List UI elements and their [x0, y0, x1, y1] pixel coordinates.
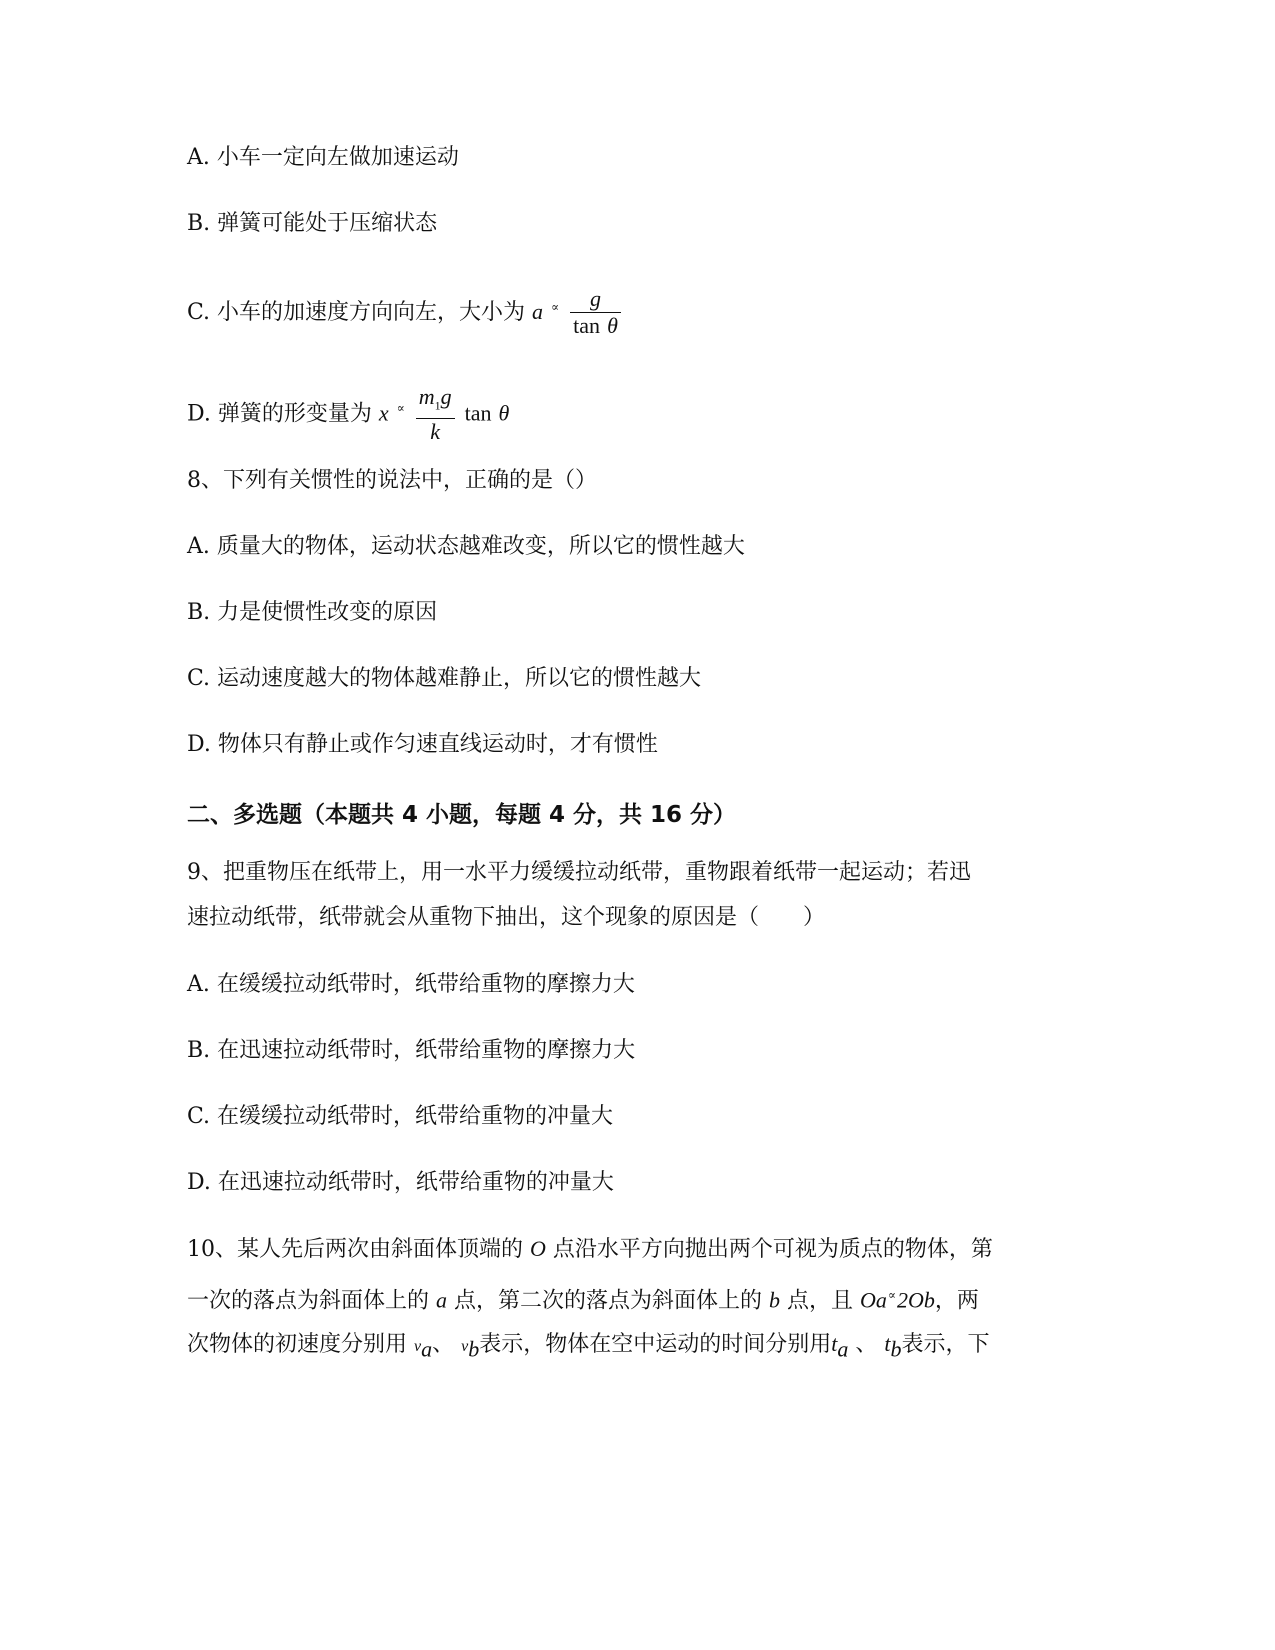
q9-stem-line-1: 9、把重物压在纸带上，用一水平力缓缓拉动纸带，重物跟着纸带一起运动；若迅: [187, 860, 971, 885]
relation-glyph: ∝: [396, 401, 405, 416]
section-heading: 二、多选题（本题共 4 小题，每题 4 分，共 16 分）: [187, 802, 737, 828]
q7-option-a: [187, 143, 459, 173]
velocity-symbol: v: [461, 1338, 469, 1355]
q7-option-b: [187, 209, 437, 239]
segment-oa: Oa: [860, 1287, 887, 1313]
mass-subscript: 1: [434, 398, 441, 413]
stem-text: 表示，物体在空中运动的时间分别用: [479, 1332, 832, 1357]
relation-glyph: ∝: [887, 1288, 897, 1302]
q9-option-d: D. 在迅速拉动纸带时，纸带给重物的冲量大: [187, 1170, 614, 1195]
option-text: D. 弹簧的形变量为: [187, 401, 372, 427]
stem-text: 一次的落点为斜面体上的: [187, 1288, 436, 1314]
theta-symbol: θ: [607, 313, 618, 338]
tan-function: tan: [573, 313, 601, 338]
q8-stem: 8、下列有关惯性的说法中，正确的是（）: [187, 468, 597, 493]
q10-stem-line-3: [187, 1329, 990, 1364]
q9-option-c: C. 在缓缓拉动纸带时，纸带给重物的冲量大: [187, 1104, 614, 1129]
point-b-label: b: [769, 1287, 780, 1313]
stem-text: 点，且: [780, 1288, 853, 1314]
time-symbol: t: [831, 1331, 838, 1356]
stem-text: 点，第二次的落点为斜面体上的: [447, 1288, 769, 1314]
point-o-label: O: [530, 1236, 546, 1261]
stem-text: 10、某人先后两次由斜面体顶端的: [187, 1237, 530, 1262]
q8-option-c: C. 运动速度越大的物体越难静止，所以它的惯性越大: [187, 666, 702, 691]
separator: 、: [848, 1332, 885, 1357]
velocity-subscript-a: a: [421, 1336, 433, 1362]
point-a-label: a: [436, 1287, 447, 1313]
fraction-numerator: g: [570, 286, 621, 313]
theta-symbol: θ: [498, 400, 510, 426]
option-text: A. 小车一定向左做加速运动: [187, 145, 459, 170]
fraction-denominator: k: [430, 419, 441, 445]
q9-option-a: A. 在缓缓拉动纸带时，纸带给重物的摩擦力大: [187, 972, 635, 997]
stem-text: 表示，下: [901, 1332, 990, 1357]
q9-stem-line-2: 速拉动纸带，纸带就会从重物下抽出，这个现象的原因是（ ）: [187, 905, 826, 930]
fraction-numerator: [416, 384, 455, 419]
q9-option-b: B. 在迅速拉动纸带时，纸带给重物的摩擦力大: [187, 1038, 636, 1063]
fraction-denominator: [570, 313, 621, 340]
option-text: B. 弹簧可能处于压缩状态: [187, 211, 438, 236]
option-text: C. 小车的加速度方向向左，大小为: [187, 300, 526, 325]
mass-symbol: m: [418, 384, 435, 409]
fraction-m1g-over-k: [416, 384, 455, 445]
q10-stem-line-1: [187, 1234, 993, 1265]
math-var-x: x: [378, 400, 389, 426]
fraction-g-over-tan-theta: [570, 286, 621, 340]
stem-text: ，两: [934, 1288, 979, 1314]
time-symbol: t: [884, 1331, 891, 1356]
segment-2ob: 2Ob: [897, 1287, 935, 1313]
time-subscript-a: a: [837, 1336, 849, 1362]
tan-function: tan: [464, 400, 492, 426]
q8-option-b: B. 力是使惯性改变的原因: [187, 600, 438, 625]
math-var-a: a: [532, 299, 544, 324]
q10-stem-line-2: [187, 1280, 979, 1316]
time-subscript-b: b: [890, 1336, 902, 1362]
velocity-symbol: v: [414, 1338, 422, 1355]
q8-option-a: A. 质量大的物体，运动状态越难改变，所以它的惯性越大: [187, 534, 745, 559]
velocity-subscript-b: b: [468, 1336, 480, 1362]
gravity-symbol: g: [440, 384, 452, 409]
separator: 、: [432, 1332, 462, 1357]
q7-option-d: [187, 384, 509, 445]
stem-text: 次物体的初速度分别用: [187, 1332, 414, 1357]
relation-glyph: ∝: [551, 299, 560, 314]
q7-option-c: [187, 286, 624, 340]
stem-text: 点沿水平方向抛出两个可视为质点的物体，第: [545, 1237, 993, 1262]
q8-option-d: D. 物体只有静止或作匀速直线运动时，才有惯性: [187, 732, 658, 757]
